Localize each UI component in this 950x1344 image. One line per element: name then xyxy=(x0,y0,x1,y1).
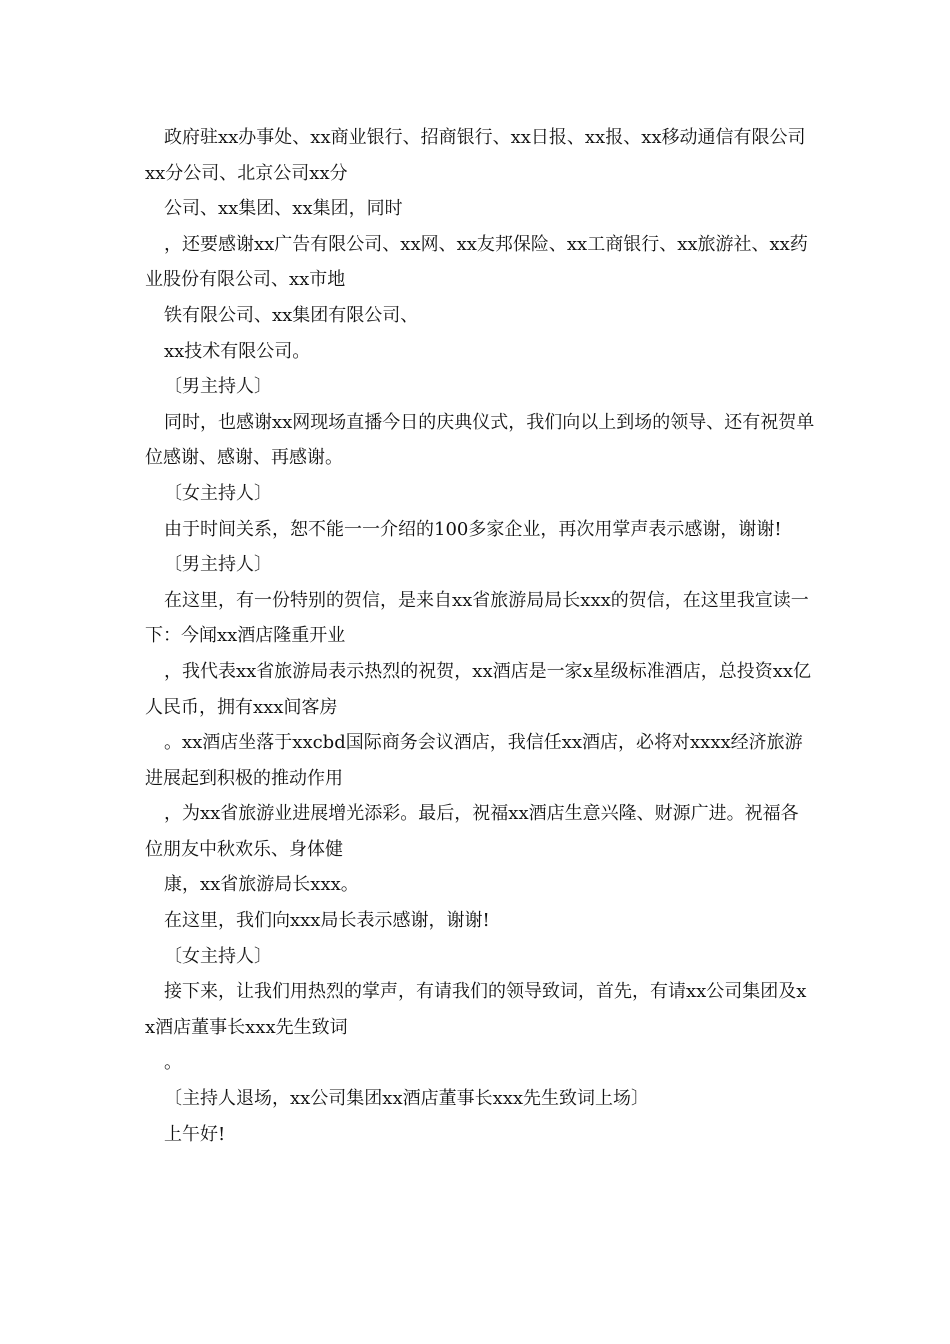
paragraph-11: 在这里，有一份特别的贺信，是来自xx省旅游局局长xxx的贺信，在这里我宣读一下：今闻xx酒店隆重开业 xyxy=(145,589,809,647)
paragraph-3: ，还要感谢xx广告有限公司、xx网、xx友邦保险、xx工商银行、xx旅游社、xx药业股份有限公司、xx市地 xyxy=(145,233,808,291)
paragraph-4: 铁有限公司、xx集团有限公司、 xyxy=(164,304,419,326)
speaker-male-host-2: 〔男主持人〕 xyxy=(164,554,272,576)
paragraph-16: 在这里，我们向xxx局长表示感谢，谢谢! xyxy=(164,910,490,932)
speaker-male-host-1: 〔男主持人〕 xyxy=(164,376,272,398)
paragraph-2: 公司、xx集团、xx集团，同时 xyxy=(164,198,403,220)
paragraph-19: 。 xyxy=(164,1052,182,1074)
paragraph-13: 。xx酒店坐落于xxcbd国际商务会议酒店，我信任xx酒店，必将对xxxx经济旅游进展起到积极的推动作用 xyxy=(145,732,803,789)
stage-direction: 〔主持人退场，xx公司集团xx酒店董事长xxx先生致词上场〕 xyxy=(164,1088,650,1110)
paragraph-15: 康，xx省旅游局长xxx。 xyxy=(164,874,359,896)
paragraph-12: ，我代表xx省旅游局表示热烈的祝贺，xx酒店是一家x星级标准酒店，总投资xx亿人民币，拥有xxx间客房 xyxy=(145,660,812,718)
paragraph-7: 同时，也感谢xx网现场直播今日的庆典仪式，我们向以上到场的领导、还有祝贺单位感谢、感谢、再感谢。 xyxy=(145,411,815,469)
paragraph-18: 接下来，让我们用热烈的掌声，有请我们的领导致词，首先，有请xx公司集团及xx酒店董事长xxx先生致词 xyxy=(145,981,807,1038)
paragraph-5: xx技术有限公司。 xyxy=(164,340,311,362)
paragraph-14: ，为xx省旅游业进展增光添彩。最后，祝福xx酒店生意兴隆、财源广进。祝福各位朋友中秋欢乐、身体健 xyxy=(145,803,799,860)
paragraph-1: 政府驻xx办事处、xx商业银行、招商银行、xx日报、xx报、xx移动通信有限公司xx分公司、北京公司xx分 xyxy=(145,127,806,184)
speaker-female-host-2: 〔女主持人〕 xyxy=(164,945,272,967)
paragraph-21: 上午好! xyxy=(164,1123,226,1145)
paragraph-9: 由于时间关系，恕不能一一介绍的100多家企业，再次用掌声表示感谢，谢谢! xyxy=(164,518,782,540)
document-body xyxy=(145,120,815,1152)
speaker-female-host-1: 〔女主持人〕 xyxy=(164,482,272,504)
